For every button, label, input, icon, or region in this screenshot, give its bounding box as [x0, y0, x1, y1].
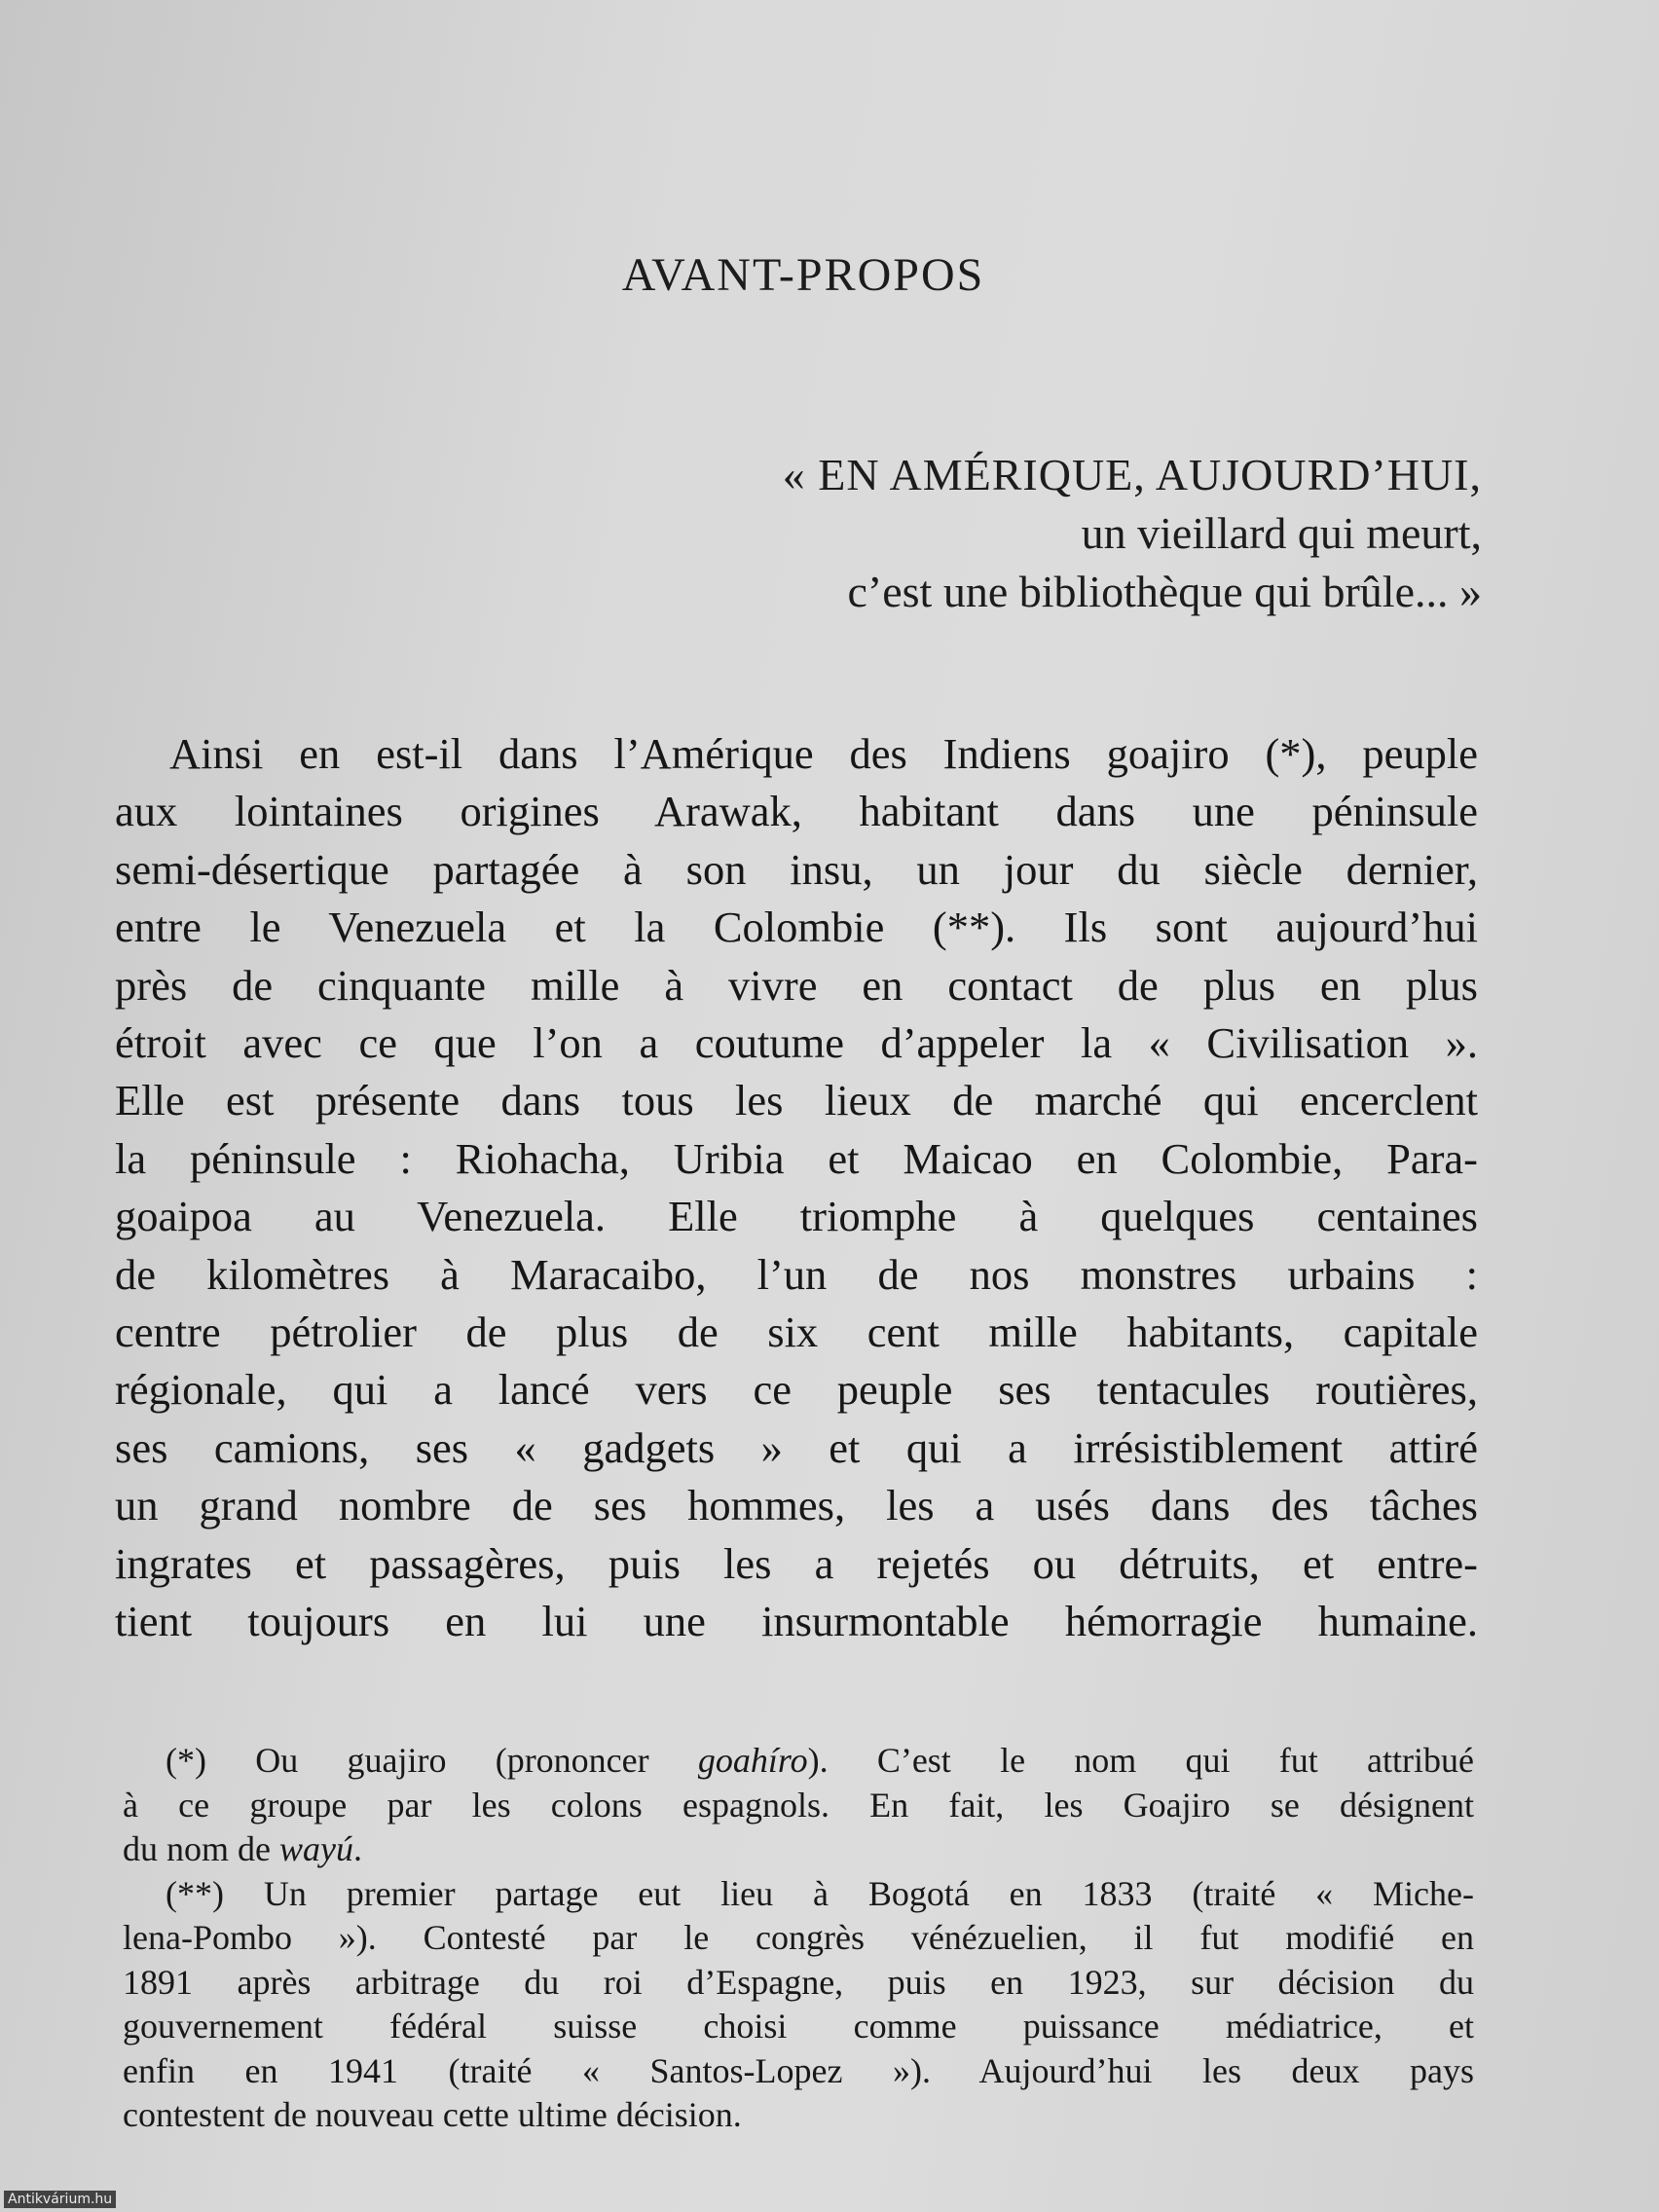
body-paragraph	[115, 725, 1478, 1651]
body-line: de kilomètres à Maracaibo, l’un de nos monstres urbains :	[115, 1249, 1478, 1299]
epigraph-line-1: « EN AMÉRIQUE, AUJOURD’HUI,	[782, 450, 1482, 499]
footnote-2-line: gouvernement fédéral suisse choisi comme puissance médiatrice, et	[123, 2007, 1474, 2046]
body-line: étroit avec ce que l’on a coutume d’appeler la « Civilisation ».	[115, 1018, 1478, 1068]
body-line: la péninsule : Riohacha, Uribia et Maicao en Colombie, Para-	[115, 1133, 1478, 1183]
body-line: entre le Venezuela et la Colombie (**). Ils sont aujourd’hui	[115, 903, 1478, 952]
chapter-heading: AVANT-PROPOS	[621, 249, 985, 301]
body-line: goaipoa au Venezuela. Elle triomphe à quelques centaines	[115, 1192, 1478, 1241]
body-line: centre pétrolier de plus de six cent mille habitants, capitale	[115, 1308, 1478, 1357]
watermark: Antikvárium.hu	[4, 2191, 116, 2208]
footnote-text: (*) Ou guajiro (prononcer	[166, 1741, 698, 1780]
footnote-1-line: à ce groupe par les colons espagnols. En fait, les Goajiro se désignent	[123, 1785, 1474, 1825]
footnote-text: ). C’est le nom qui fut attribué	[807, 1741, 1475, 1780]
body-line: aux lointaines origines Arawak, habitant dans une péninsule	[115, 787, 1478, 836]
footnote-1-line	[123, 1827, 1474, 1872]
footnote-1-line	[123, 1739, 1474, 1784]
body-line: ses camions, ses « gadgets » et qui a irrésistiblement attiré	[115, 1422, 1478, 1472]
epigraph-line-3: c’est une bibliothèque qui brûle... »	[847, 567, 1482, 616]
footnote-italic-term: goahíro	[697, 1741, 808, 1780]
epigraph	[783, 446, 1482, 621]
footnote-2-line: (**) Un premier partage eut lieu à Bogotá en 1833 (traité « Miche-	[166, 1873, 1474, 1913]
body-line: Ainsi en est-il dans l’Amérique des Indiens goajiro (*), peuple	[169, 729, 1478, 778]
body-line: Elle est présente dans tous les lieux de marché qui encerclent	[115, 1076, 1478, 1125]
footnote-text: .	[352, 1829, 362, 1868]
epigraph-line-2: un vieillard qui meurt,	[1081, 508, 1482, 558]
footnote-2-line: lena-Pombo »). Contesté par le congrès vénézuelien, il fut modifié en	[123, 1918, 1474, 1957]
footnote-italic-term: wayú	[278, 1829, 353, 1868]
body-line: ingrates et passagères, puis les a rejetés ou détruits, et entre-	[115, 1538, 1478, 1588]
body-line: semi-désertique partagée à son insu, un jour du siècle dernier,	[115, 844, 1478, 894]
footnote-2-line: contestent de nouveau cette ultime décision.	[123, 2095, 742, 2134]
body-line: un grand nombre de ses hommes, les a usés dans des tâches	[115, 1481, 1478, 1530]
footnote-2-line: enfin en 1941 (traité « Santos-Lopez »). Aujourd’hui les deux pays	[123, 2050, 1474, 2090]
footnote-2-line: 1891 après arbitrage du roi d’Espagne, puis en 1923, sur décision du	[123, 1962, 1474, 2002]
body-line: tient toujours en lui une insurmontable hémorragie humaine.	[115, 1597, 1478, 1646]
body-line: régionale, qui a lancé vers ce peuple ses tentacules routières,	[115, 1365, 1478, 1415]
footnote-text: du nom de	[123, 1829, 279, 1868]
body-line: près de cinquante mille à vivre en contact de plus en plus	[115, 960, 1478, 1010]
footnotes	[123, 1739, 1474, 2138]
